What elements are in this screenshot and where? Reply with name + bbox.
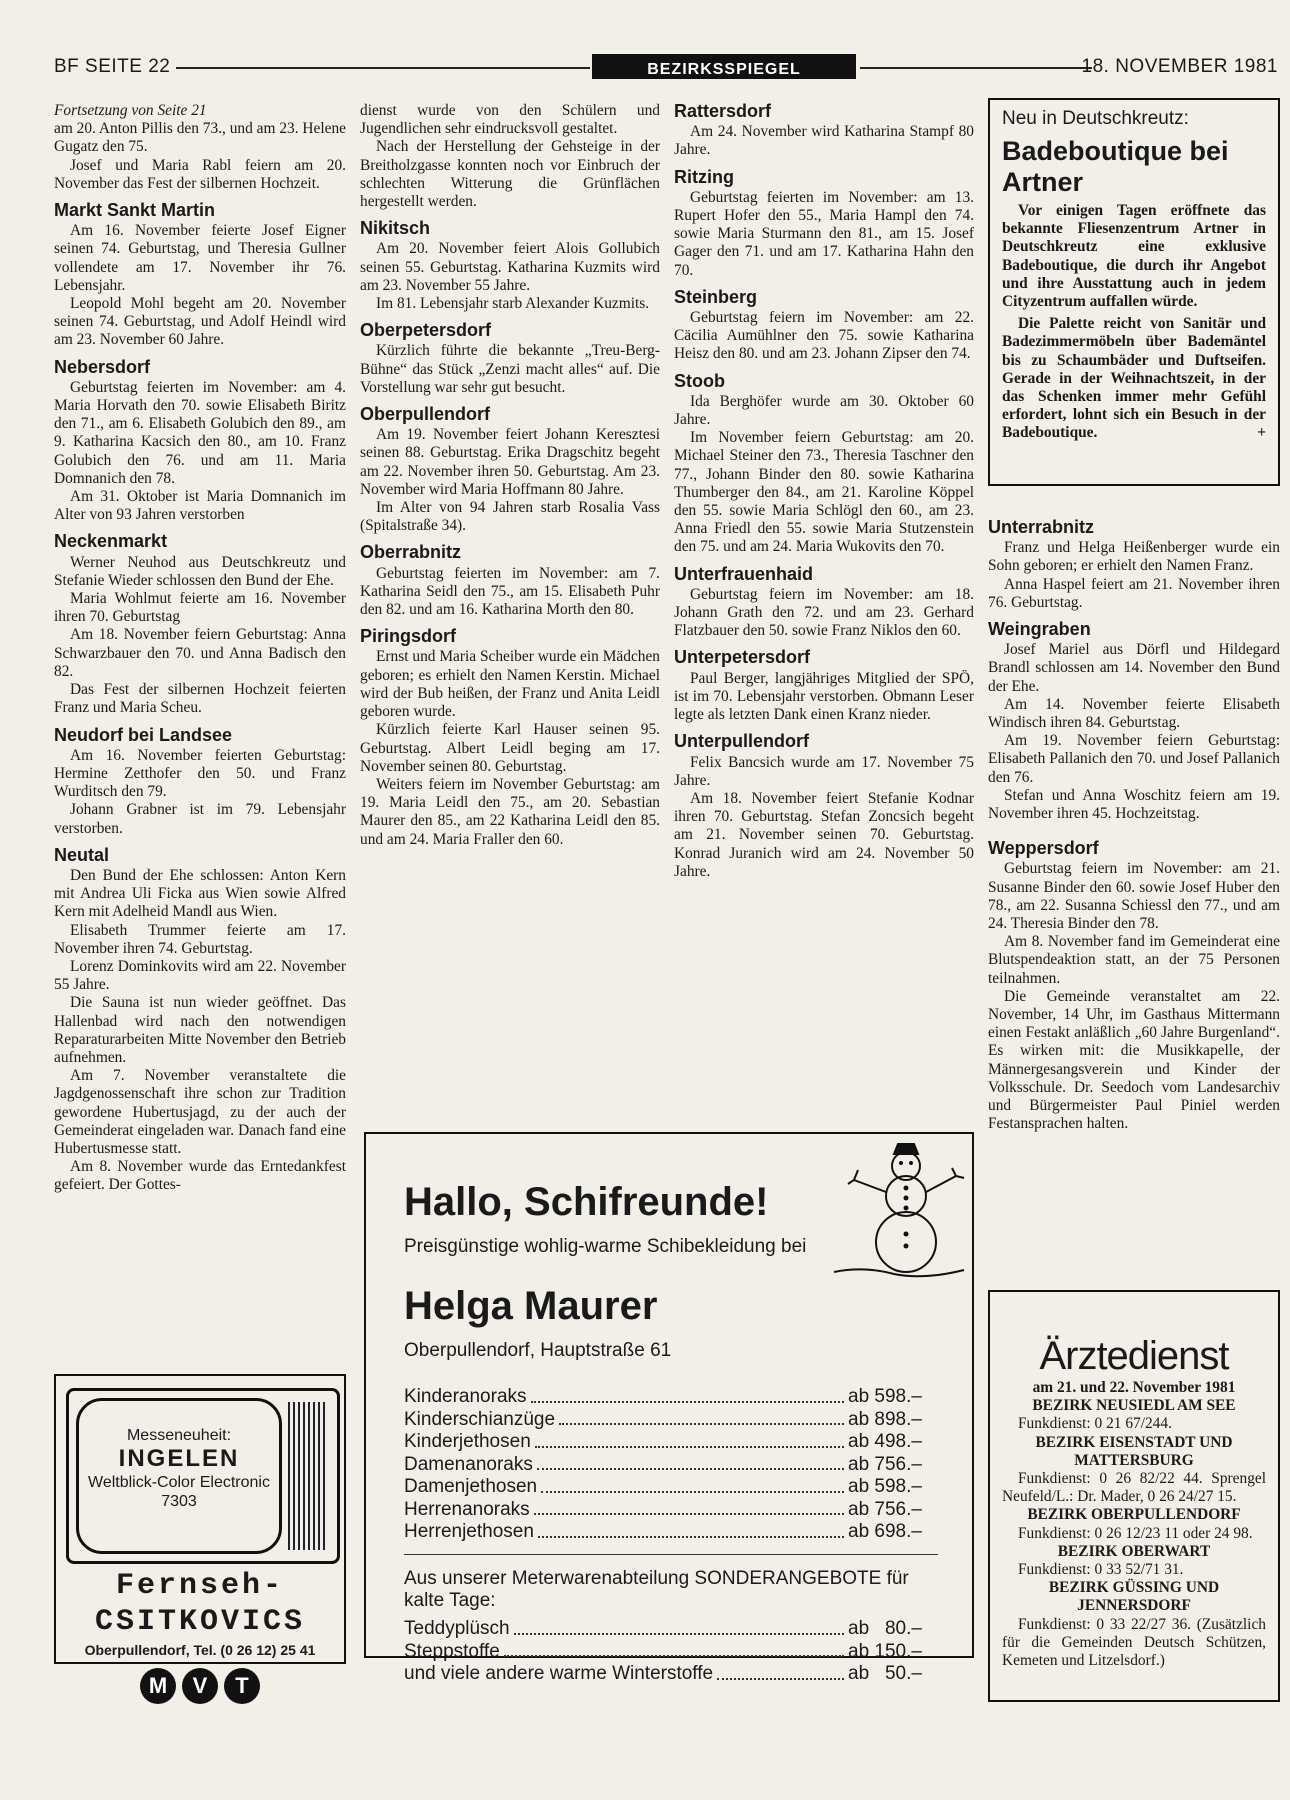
district-heading: BEZIRK NEUSIEDL AM SEE [1032, 1397, 1236, 1415]
header-rule-left [176, 67, 590, 69]
column-3 [674, 102, 974, 881]
ad-shop-name: Helga Maurer [404, 1284, 658, 1328]
district-heading: BEZIRK GÜSSING UND JENNERSDORF [1048, 1579, 1220, 1615]
paragraph: Geburtstag feiern im November: am 21. Susanne Binder den 60. sowie Josef Huber den 78., am 22. Susanna Schiessl den 77., und am 24. Theresia Binder den 78. [988, 860, 1280, 933]
issue-date: 18. NOVEMBER 1981 [1081, 56, 1278, 77]
item-price: ab 756.– [848, 1453, 922, 1475]
page-number: BF SEITE 22 [54, 56, 171, 77]
price-row [404, 1499, 938, 1522]
paragraph: Geburtstag feiern im November: am 22. Cäcilia Aumühlner den 75. sowie Katharina Heisz den 80. und am 23. Johann Zipser den 74. [674, 309, 974, 363]
paragraph: Kürzlich führte die bekannte „Treu-Berg-Bühne“ das Stück „Zenzi macht alles“ auf. Die Vorstellung war sehr gut besucht. [360, 342, 660, 396]
paragraph: dienst wurde von den Schülern und Jugendlichen sehr eindrucksvoll gestaltet. [360, 102, 660, 138]
shop-name-line1: Fernseh- [115, 1569, 285, 1603]
item-price: ab 898.– [848, 1408, 922, 1430]
item-label: Herrenanoraks [404, 1498, 530, 1520]
divider [404, 1554, 938, 1555]
paragraph: Felix Bancsich wurde am 17. November 75 Jahre. [674, 753, 974, 789]
paragraph: Franz und Helga Heißenberger wurde ein Sohn geboren; er erhielt den Namen Franz. [988, 539, 1280, 575]
district-heading: BEZIRK OBERPULLENDORF [1027, 1506, 1241, 1524]
dot-leader [535, 1431, 844, 1448]
district-heading: BEZIRK EISENSTADT UND MATTERSBURG [1035, 1433, 1233, 1469]
item-label: Kinderschianzüge [404, 1408, 556, 1430]
special-offers-list [404, 1618, 938, 1686]
doctor-service-box [988, 1290, 1280, 1702]
paragraph [1002, 315, 1266, 442]
section-badge: BEZIRKSSPIEGEL [592, 54, 856, 79]
paragraph: Am 7. November veranstaltete die Jagdgenossenschaft ihre schon zur Tradition gewordene Hubertusjagd, zu der auch der Gemeinderat eingeladen war. Danach fand eine Hubertusmesse statt. [54, 1067, 346, 1157]
dot-leader [534, 1499, 844, 1516]
section-heading: Markt Sankt Martin [54, 200, 216, 221]
price-row [404, 1663, 938, 1686]
item-price: ab 50.– [848, 1663, 922, 1684]
item-price: ab 150.– [848, 1640, 922, 1662]
tv-speaker-panel [288, 1402, 328, 1550]
meterware-note: Aus unserer Meterwarenabteilung SONDERANGEBOTE für kalte Tage: [404, 1568, 909, 1611]
item-price: ab 498.– [848, 1431, 922, 1452]
shop-name-line2: CSITKOVICS [94, 1605, 306, 1639]
ad-subline: Preisgünstige wohlig-warme Schibekleidung bei [404, 1236, 807, 1257]
ad-headline: Hallo, Schifreunde! [404, 1180, 769, 1224]
paragraph: Im Alter von 94 Jahren starb Rosalia Vass (Spitalstraße 34). [360, 499, 660, 535]
paragraph: Am 24. November wird Katharina Stampf 80 Jahre. [674, 123, 974, 159]
dot-leader [531, 1386, 844, 1403]
shop-phone: Oberpullendorf, Tel. (0 26 12) 25 41 [84, 1642, 316, 1658]
section-heading: Oberpetersdorf [360, 320, 492, 341]
paragraph: am 20. Anton Pillis den 73., und am 23. Helene Gugatz den 75. [54, 120, 346, 156]
column-4 [988, 518, 1280, 1134]
badeboutique-article [988, 98, 1280, 486]
paragraph: Am 8. November wurde das Erntedankfest gefeiert. Der Gottes- [54, 1158, 346, 1194]
section-heading: Steinberg [674, 286, 758, 307]
tv-kicker: Messeneuheit: [126, 1427, 232, 1444]
section-heading: Stoob [674, 370, 725, 391]
continuation-note: Fortsetzung von Seite 21 [54, 102, 207, 119]
item-label: Herrenjethosen [404, 1521, 534, 1542]
item-price: ab 598.– [848, 1386, 922, 1407]
price-row [404, 1476, 938, 1499]
item-price: ab 698.– [848, 1521, 922, 1542]
paragraph: Die Sauna ist nun wieder geöffnet. Das Hallenbad wird nach den notwendigen Reparaturarbeiten Mitte November den Betrieb aufnehmen. [54, 994, 346, 1066]
district-text: Funkdienst: 0 26 12/23 11 oder 24 98. [1018, 1524, 1253, 1542]
paragraph: Elisabeth Trummer feierte am 17. November ihren 74. Geburtstag. [54, 921, 346, 957]
paragraph: Nach der Herstellung der Gehsteige in der Breitholzgasse konnten noch vor Einbruch der schlechten Witterung die Grünflächen hergestellt werden. [360, 138, 660, 211]
paragraph: Die Gemeinde veranstaltet am 22. November, 14 Uhr, im Gasthaus Mittermann einen Festakt anläßlich „60 Jahre Burgenland“. Es wirken mit: die Musikkapelle, der Männergesangsverein und Kinder der Volksschule. Dr. Seedoch vom Landesarchiv und Bürgermeister Paul Piniel werden Festansprachen halten. [988, 987, 1280, 1133]
section-heading: Nikitsch [360, 218, 431, 239]
snowman-illustration [824, 1140, 974, 1280]
price-row [404, 1618, 938, 1641]
district-text: Funkdienst: 0 33 52/71 31. [1018, 1561, 1184, 1579]
tv-shop-ad [54, 1374, 346, 1664]
price-row [404, 1386, 938, 1409]
paragraph: Ida Berghöfer wurde am 30. Oktober 60 Jahre. [674, 392, 974, 429]
ad-address: Oberpullendorf, Hauptstraße 61 [404, 1340, 672, 1361]
section-heading: Weingraben [988, 619, 1091, 640]
paragraph: Maria Wohlmut feierte am 16. November ihren 70. Geburtstag [54, 590, 346, 626]
ski-clothing-ad [364, 1132, 974, 1684]
paragraph: Leopold Mohl begeht am 20. November seinen 74. Geburtstag, und Adolf Heindl wird am 23. November 60 Jahre. [54, 295, 346, 349]
dot-leader [717, 1663, 844, 1680]
tv-brand: INGELEN [118, 1445, 240, 1472]
section-heading: Neutal [54, 844, 110, 865]
shop-name [56, 1568, 344, 1640]
price-row [404, 1454, 938, 1477]
price-row [404, 1521, 938, 1544]
section-heading: Piringsdorf [360, 626, 457, 647]
section-heading: Unterfrauenhaid [674, 563, 814, 584]
paragraph: Johann Grabner ist im 79. Lebensjahr verstorben. [54, 801, 346, 837]
item-label: Damenjethosen [404, 1476, 538, 1497]
district-text: Funkdienst: 0 21 67/244. [1018, 1415, 1172, 1433]
mvt-logo [54, 1666, 346, 1706]
paragraph: Am 18. November feiert Stefanie Kodnar ihren 70. Geburtstag. Stefan Zoncsich begeht am 21. November seinen 70. Geburtstag. Konrad Juranich wird am 24. November 50 Jahre. [674, 789, 974, 880]
paragraph: Stefan und Anna Woschitz feiern am 19. November ihren 45. Hochzeitstag. [988, 786, 1280, 823]
section-heading: Neudorf bei Landsee [54, 724, 233, 745]
section-heading: Ritzing [674, 166, 734, 187]
item-label: und viele andere warme Winterstoffe [404, 1663, 714, 1684]
price-row [404, 1431, 938, 1454]
header-rule-right [860, 67, 1092, 69]
service-date: am 21. und 22. November 1981 [1032, 1379, 1236, 1396]
paragraph: Am 18. November feiern Geburtstag: Anna Schwarzbauer den 70. und Anna Badisch den 82. [54, 626, 346, 680]
section-heading: Weppersdorf [988, 838, 1099, 859]
district-heading: BEZIRK OBERWART [1057, 1542, 1211, 1560]
section-heading: Oberrabnitz [360, 542, 462, 563]
paragraph: Geburtstag feierten im November: am 4. Maria Horvath den 70. sowie Elisabeth Biritz den 71., am 6. Elisabeth Golubich den 89., am 9. Katharina Kacsich den 80., am 10. Franz Golubich den 76. und am 11. Maria Domnanich den 78. [54, 378, 346, 487]
paragraph: Am 31. Oktober ist Maria Domnanich im Alter von 93 Jahren verstorben [54, 488, 346, 524]
logo-letter: M [140, 1668, 176, 1704]
paragraph: Anna Haspel feiert am 21. November ihren 76. Geburtstag. [988, 575, 1280, 611]
box-title: Ärztedienst [1039, 1334, 1229, 1378]
paragraph: Im 81. Lebensjahr starb Alexander Kuzmits. [376, 295, 650, 313]
paragraph: Den Bund der Ehe schlossen: Anton Kern mit Andrea Uli Ficka aus Wien sowie Alfred Kern mit Adelheid Mandl aus Wien. [54, 866, 346, 921]
logo-letter: V [182, 1668, 218, 1704]
article-title: Badeboutique bei Artner [1002, 136, 1229, 197]
section-heading: Unterpullendorf [674, 731, 809, 752]
paragraph: Lorenz Dominkovits wird am 22. November 55 Jahre. [54, 957, 346, 994]
paragraph: Geburtstag feierten im November: am 13. Rupert Hofer den 55., Maria Hampl den 74. sowie Maria Sturmann den 81., am 15. Josef Gager den 71. und am 17. Katharina Hahn den 70. [674, 188, 974, 279]
paragraph: Geburtstag feiern im November: am 18. Johann Grath den 72. und am 23. Gerhard Flatzbauer den 50. sowie Franz Niklos den 60. [674, 585, 974, 640]
paragraph: Am 19. November feiern Geburtstag: Elisabeth Pallanich den 70. und Josef Pallanich den 76. [988, 732, 1280, 786]
dot-leader [538, 1521, 844, 1538]
end-mark: + [1257, 424, 1266, 442]
dot-leader [541, 1476, 844, 1493]
paragraph: Im November feiern Geburtstag: am 20. Michael Steiner den 73., Theresia Taschner den 77., Johann Binder den 80. sowie Katharina Thumberger den 84., am 21. Karoline Köppel den 55. sowie Maria Schlögl den 60., am 23. Anna Friedl den 55. sowie Maria Stutzenstein den 75. und am 24. Maria Wukovits den 70. [674, 429, 974, 556]
section-heading: Rattersdorf [674, 101, 772, 121]
item-label: Kinderanoraks [404, 1386, 527, 1407]
dot-leader [559, 1409, 844, 1426]
paragraph: Werner Neuhod aus Deutschkreutz und Stefanie Wieder schlossen den Bund der Ehe. [54, 553, 346, 589]
article-kicker: Neu in Deutschkreutz: [1002, 108, 1189, 129]
dot-leader [504, 1641, 844, 1658]
paragraph: Das Fest der silbernen Hochzeit feierten Franz und Maria Scheu. [54, 681, 346, 717]
column-2 [360, 102, 660, 849]
paragraph: Am 16. November feierten Geburtstag: Hermine Zetthofer den 50. und Franz Wurditsch den 79. [54, 746, 346, 801]
paragraph-text: Die Palette reicht von Sanitär und Badezimmermöbeln über Bademäntel bis zu Schaumbäder und Duftseifen. Gerade in der Weihnachtszeit, in der das Schenken immer mehr Gefühl erfordert, lohnt sich ein Besuch in der Badeboutique. [1002, 315, 1266, 442]
paragraph: Weiters feiern im November Geburtstag: am 19. Maria Leidl den 75., am 20. Sebastian Maurer den 85., am 22 Katharina Leidl den 85. und am 24. Maria Fraller den 60. [360, 775, 660, 848]
dot-leader [514, 1618, 844, 1635]
paragraph: Josef und Maria Rabl feiern am 20. November das Fest der silbernen Hochzeit. [54, 156, 346, 192]
paragraph: Vor einigen Tagen eröffnete das bekannte Fliesenzentrum Artner in Deutschkreutz eine exklusive Badeboutique, die durch ihr Angebot und ihre Ausstattung auch in jedem Cityzentrum auffallen würde. [1002, 202, 1266, 311]
district-text: Funkdienst: 0 33 22/27 36. (Zusätzlich für die Gemeinden Deutsch Schützen, Kemeten und Litzelsdorf.) [1002, 1615, 1266, 1670]
column-1 [54, 102, 346, 1195]
section-heading: Oberpullendorf [360, 404, 490, 425]
paragraph: Josef Mariel aus Dörfl und Hildegard Brandl schlossen am 14. November den Bund der Ehe. [988, 641, 1280, 695]
item-label: Steppstoffe [404, 1640, 500, 1662]
price-row [404, 1641, 938, 1664]
logo-letter: T [224, 1668, 260, 1704]
paragraph: Am 19. November feiert Johann Keresztesi seinen 88. Geburtstag. Erika Dragschitz begeht am 22. November ihren 50. Geburtstag. Am 23. November wird Maria Hoffmann 80 Jahre. [360, 426, 660, 498]
item-label: Damenanoraks [404, 1453, 533, 1475]
dot-leader [537, 1454, 844, 1471]
page-header [54, 54, 1278, 82]
item-label: Kinderjethosen [404, 1431, 531, 1452]
section-heading: Unterrabnitz [988, 517, 1095, 537]
section-heading: Neckenmarkt [54, 531, 168, 552]
paragraph: Am 8. November fand im Gemeinderat eine Blutspendeaktion statt, an der 75 Personen teilnahmen. [988, 933, 1280, 987]
district-text: Funkdienst: 0 26 82/22 44. Sprengel Neufeld/L.: Dr. Mader, 0 26 24/27 15. [1002, 1470, 1266, 1506]
section-heading: Nebersdorf [54, 356, 151, 377]
price-row [404, 1409, 938, 1432]
paragraph: Ernst und Maria Scheiber wurde ein Mädchen geboren; es erhielt den Namen Kerstin. Michael wird der Bub heißen, der Franz und Anita Leidl geboren wurde. [360, 648, 660, 721]
paragraph: Paul Berger, langjähriges Mitglied der SPÖ, ist im 70. Lebensjahr verstorben. Obmann Leser legte als letzten Dank einen Kranz nieder. [674, 669, 974, 724]
section-heading: Unterpetersdorf [674, 647, 811, 668]
paragraph: Geburtstag feierten im November: am 7. Katharina Seidl den 75., am 15. Elisabeth Puhr den 82. und am 16. Katharina Morth den 80. [360, 564, 660, 619]
item-price: ab 80.– [848, 1618, 922, 1639]
paragraph: Kürzlich feierte Karl Hauser seinen 95. Geburtstag. Albert Leidl beging am 17. November seinen 80. Geburtstag. [360, 721, 660, 775]
paragraph: Am 20. November feiert Alois Gollubich seinen 55. Geburtstag. Katharina Kuzmits wird am 23. November 55 Jahre. [360, 240, 660, 294]
paragraph: Am 16. November feierte Josef Eigner seinen 74. Geburtstag, und Theresia Gullner vollendete am 17. November ihr 76. Lebensjahr. [54, 222, 346, 294]
item-label: Teddyplüsch [404, 1618, 510, 1639]
tv-model: Weltblick-Color Electronic 7303 [88, 1474, 270, 1510]
item-price: ab 598.– [848, 1476, 922, 1497]
paragraph: Am 14. November feierte Elisabeth Windisch ihren 84. Geburtstag. [988, 695, 1280, 732]
price-list [404, 1386, 938, 1544]
tv-screen [76, 1398, 282, 1554]
item-price: ab 756.– [848, 1498, 922, 1520]
